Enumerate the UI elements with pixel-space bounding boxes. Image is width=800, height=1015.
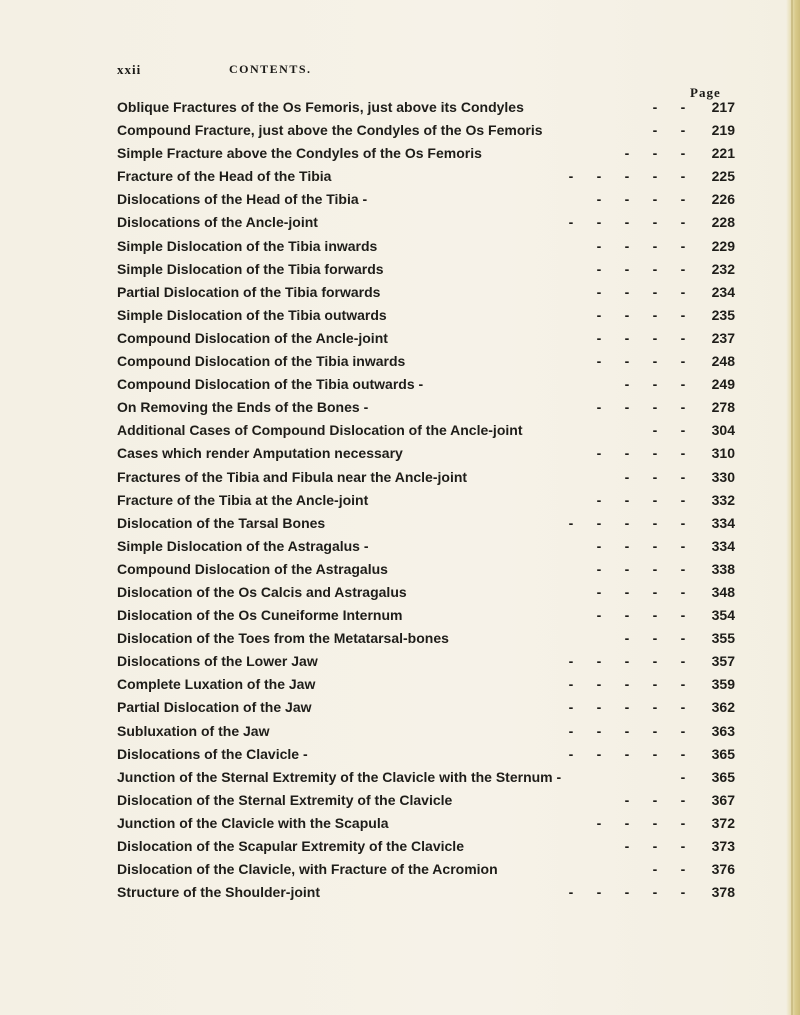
entry-page-number: 372 xyxy=(711,814,735,831)
entry-title: Cases which render Amputation necessary xyxy=(117,445,403,462)
entry-title: Fracture of the Head of the Tibia xyxy=(117,168,332,185)
entry-leader: - - - - xyxy=(596,537,686,554)
contents-entry xyxy=(117,858,752,881)
contents-entry xyxy=(117,835,752,858)
running-header xyxy=(117,62,677,84)
entry-leader: - - - - xyxy=(596,306,686,323)
entry-page-number: 234 xyxy=(711,283,735,300)
entry-title: Dislocations of the Clavicle - xyxy=(117,745,308,762)
entry-title: Compound Dislocation of the Tibia inwards xyxy=(117,353,406,370)
contents-entry xyxy=(117,442,752,465)
entry-leader: - - - - - xyxy=(568,214,686,231)
entry-page-number: 357 xyxy=(711,653,735,670)
entry-leader: - xyxy=(680,768,686,785)
contents-entry xyxy=(117,466,752,489)
entry-title: Partial Dislocation of the Tibia forwards xyxy=(117,283,381,300)
contents-entry xyxy=(117,696,752,719)
entry-leader: - - - - - xyxy=(568,699,686,716)
entry-leader: - - - - xyxy=(596,283,686,300)
contents-entry xyxy=(117,142,752,165)
entry-title: Simple Dislocation of the Astragalus - xyxy=(117,537,369,554)
entry-page-number: 226 xyxy=(711,191,735,208)
entry-page-number: 248 xyxy=(711,353,735,370)
contents-entry xyxy=(117,165,752,188)
entry-leader: - - xyxy=(652,122,686,139)
page-edge-shadow xyxy=(786,0,800,1015)
entry-page-number: 221 xyxy=(711,145,735,162)
entry-leader: - - - xyxy=(624,791,686,808)
entry-page-number: 365 xyxy=(711,745,735,762)
entry-page-number: 278 xyxy=(711,399,735,416)
entry-leader: - - - xyxy=(624,468,686,485)
entry-page-number: 359 xyxy=(711,676,735,693)
entry-leader: - - - - - xyxy=(568,168,686,185)
entry-leader: - - - - xyxy=(596,814,686,831)
entry-title: Junction of the Sternal Extremity of the Clavicle with the Sternum - xyxy=(117,768,562,785)
entry-title: Dislocation of the Toes from the Metatarsal-bones xyxy=(117,630,449,647)
entry-leader: - - - - xyxy=(596,399,686,416)
entry-page-number: 217 xyxy=(711,99,735,115)
contents-entry xyxy=(117,673,752,696)
entry-page-number: 348 xyxy=(711,583,735,600)
entry-page-number: 334 xyxy=(711,537,735,554)
entry-page-number: 225 xyxy=(711,168,735,185)
entry-leader: - - - - - xyxy=(568,884,686,901)
entry-page-number: 334 xyxy=(711,514,735,531)
entry-page-number: 232 xyxy=(711,260,735,277)
entry-title: Dislocations of the Ancle-joint xyxy=(117,214,318,231)
entry-page-number: 367 xyxy=(711,791,735,808)
entry-leader: - - - - xyxy=(596,560,686,577)
entry-title: Simple Dislocation of the Tibia inwards xyxy=(117,237,378,254)
contents-entry xyxy=(117,512,752,535)
page-number: xxii xyxy=(117,62,142,77)
contents-entry xyxy=(117,489,752,512)
contents-entry xyxy=(117,96,752,119)
entry-title: Compound Dislocation of the Astragalus xyxy=(117,560,388,577)
entry-title: Compound Dislocation of the Ancle-joint xyxy=(117,329,388,346)
contents-entry xyxy=(117,720,752,743)
contents-entry xyxy=(117,327,752,350)
entry-page-number: 378 xyxy=(711,884,735,901)
entry-leader: - - - - - xyxy=(568,722,686,739)
entry-leader: - - - - - xyxy=(568,745,686,762)
entry-title: Simple Fracture above the Condyles of the Os Femoris xyxy=(117,145,482,162)
entry-leader: - - - - xyxy=(596,491,686,508)
entry-leader: - - - - xyxy=(596,607,686,624)
entry-leader: - - xyxy=(652,861,686,878)
contents-entry xyxy=(117,235,752,258)
contents-entry xyxy=(117,281,752,304)
running-title: CONTENTS. xyxy=(229,62,312,76)
entry-title: Partial Dislocation of the Jaw xyxy=(117,699,312,716)
entry-leader: - - - xyxy=(624,376,686,393)
contents-entry xyxy=(117,812,752,835)
contents-entry xyxy=(117,789,752,812)
entry-title: Subluxation of the Jaw xyxy=(117,722,270,739)
entry-title: Fracture of the Tibia at the Ancle-joint xyxy=(117,491,369,508)
contents-entry xyxy=(117,419,752,442)
entry-page-number: 249 xyxy=(711,376,735,393)
entry-page-number: 235 xyxy=(711,306,735,323)
contents-entry xyxy=(117,627,752,650)
entry-leader: - - - - xyxy=(596,445,686,462)
entry-leader: - - - xyxy=(624,630,686,647)
entry-page-number: 338 xyxy=(711,560,735,577)
entry-title: Structure of the Shoulder-joint xyxy=(117,884,320,901)
entry-page-number: 376 xyxy=(711,861,735,878)
contents-entry xyxy=(117,766,752,789)
entry-page-number: 228 xyxy=(711,214,735,231)
entry-leader: - - - - xyxy=(596,260,686,277)
entry-leader: - - - xyxy=(624,145,686,162)
contents-entry xyxy=(117,581,752,604)
entry-leader: - - xyxy=(652,422,686,439)
entry-page-number: 332 xyxy=(711,491,735,508)
entry-page-number: 363 xyxy=(711,722,735,739)
entry-leader: - - - - xyxy=(596,191,686,208)
entry-leader: - - - - - xyxy=(568,653,686,670)
contents-entry xyxy=(117,188,752,211)
contents-entry xyxy=(117,881,752,904)
entry-title: Compound Dislocation of the Tibia outwards - xyxy=(117,376,424,393)
entry-leader: - - - - xyxy=(596,583,686,600)
entry-title: Dislocations of the Head of the Tibia - xyxy=(117,191,368,208)
entry-title: Junction of the Clavicle with the Scapula xyxy=(117,814,389,831)
entry-title: Dislocation of the Os Cuneiforme Internum xyxy=(117,607,403,624)
entry-page-number: 310 xyxy=(711,445,735,462)
entry-title: Dislocation of the Sternal Extremity of the Clavicle xyxy=(117,791,453,808)
entry-leader: - - - - xyxy=(596,353,686,370)
entry-page-number: 355 xyxy=(711,630,735,647)
entry-title: Dislocation of the Os Calcis and Astragalus xyxy=(117,583,407,600)
entry-leader: - - - - xyxy=(596,237,686,254)
contents-entry xyxy=(117,604,752,627)
entry-page-number: 229 xyxy=(711,237,735,254)
contents-entry xyxy=(117,535,752,558)
entry-title: Dislocation of the Tarsal Bones xyxy=(117,514,326,531)
entry-leader: - - - xyxy=(624,838,686,854)
entry-page-number: 373 xyxy=(711,838,735,854)
entry-page-number: 365 xyxy=(711,768,735,785)
entry-leader: - - - - - xyxy=(568,676,686,693)
entry-title: Dislocation of the Scapular Extremity of the Clavicle xyxy=(117,838,464,854)
contents-entry xyxy=(117,258,752,281)
entry-title: Compound Fracture, just above the Condyles of the Os Femoris xyxy=(117,122,543,139)
entry-title: Additional Cases of Compound Dislocation of the Ancle-joint xyxy=(117,422,523,439)
page-edge-line xyxy=(791,0,793,1015)
entry-title: Oblique Fractures of the Os Femoris, just above its Condyles xyxy=(117,99,524,115)
contents-entry xyxy=(117,558,752,581)
contents-list xyxy=(117,96,752,904)
contents-entry xyxy=(117,743,752,766)
entry-page-number: 354 xyxy=(711,607,735,624)
contents-entry xyxy=(117,373,752,396)
entry-leader: - - - - xyxy=(596,329,686,346)
entry-title: Simple Dislocation of the Tibia outwards xyxy=(117,306,387,323)
contents-entry xyxy=(117,396,752,419)
entry-title: Simple Dislocation of the Tibia forwards xyxy=(117,260,384,277)
contents-entry xyxy=(117,304,752,327)
entry-title: Complete Luxation of the Jaw xyxy=(117,676,316,693)
entry-page-number: 237 xyxy=(711,329,735,346)
entry-page-number: 330 xyxy=(711,468,735,485)
entry-page-number: 304 xyxy=(711,422,735,439)
entry-title: Dislocations of the Lower Jaw xyxy=(117,653,318,670)
entry-title: Dislocation of the Clavicle, with Fracture of the Acromion xyxy=(117,861,498,878)
contents-entry xyxy=(117,650,752,673)
entry-page-number: 362 xyxy=(711,699,735,716)
contents-entry xyxy=(117,350,752,373)
entry-leader: - - - - - xyxy=(568,514,686,531)
page-column-label: Page xyxy=(690,85,721,100)
entry-title: On Removing the Ends of the Bones - xyxy=(117,399,369,416)
entry-title: Fractures of the Tibia and Fibula near the Ancle-joint xyxy=(117,468,468,485)
entry-leader: - - xyxy=(652,99,686,115)
entry-page-number: 219 xyxy=(711,122,735,139)
contents-entry xyxy=(117,211,752,234)
contents-entry xyxy=(117,119,752,142)
